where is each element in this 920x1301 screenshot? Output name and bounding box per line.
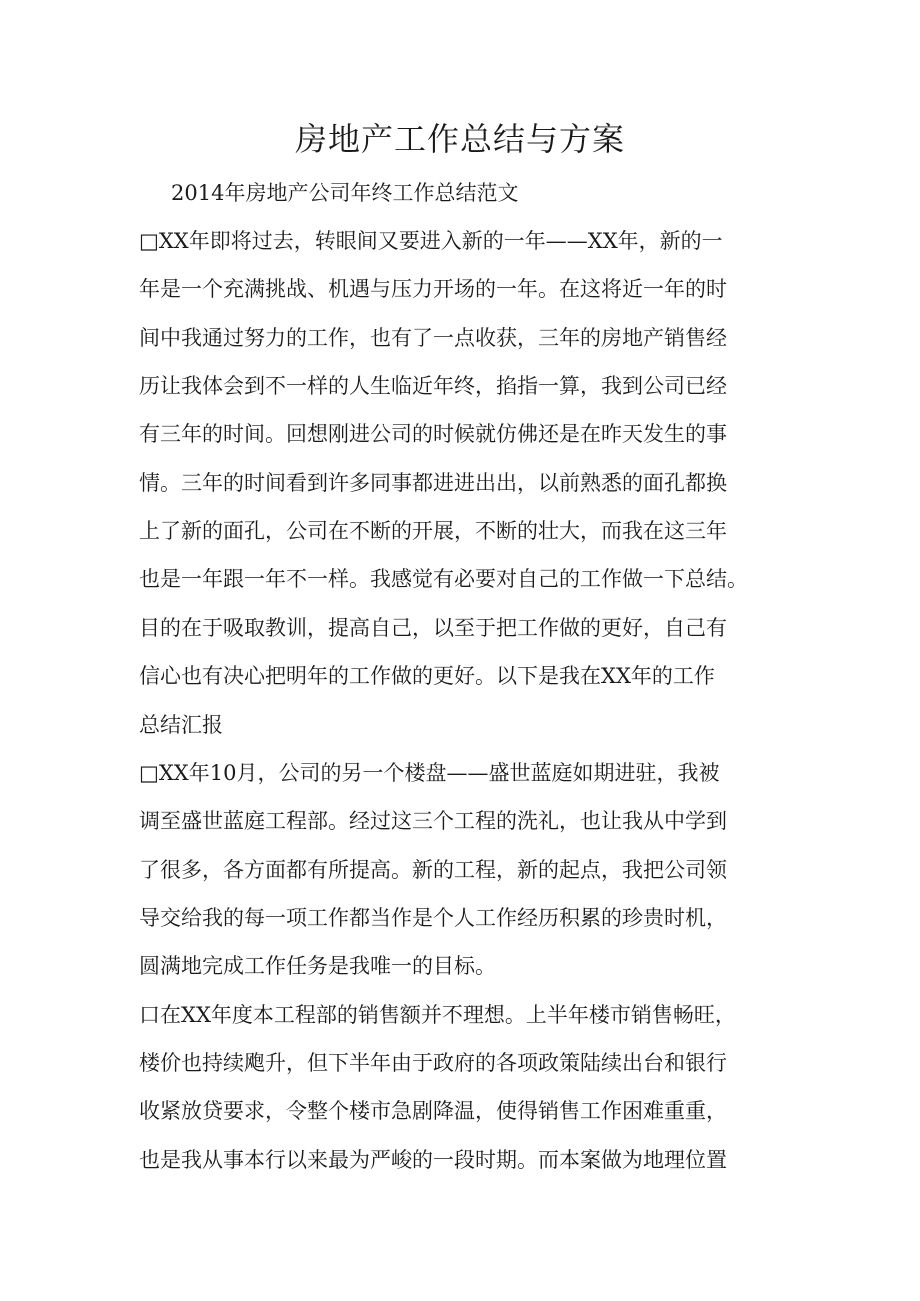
body-text-line: 有三年的时间。回想刚进公司的时候就仿佛还是在昨天发生的事	[139, 422, 727, 447]
body-text-line: □XX年即将过去，转眼间又要进入新的一年——XX年，新的一	[139, 229, 723, 253]
body-text-line: 信心也有决心把明年的工作做的更好。以下是我在XX年的工作	[139, 664, 715, 689]
body-text-line: 情。三年的时间看到许多同事都进进出出，以前熟悉的面孔都换	[139, 470, 727, 495]
body-text-line: 上了新的面孔，公司在不断的开展，不断的壮大，而我在这三年	[139, 519, 727, 544]
body-text-line: 目的在于吸取教训，提高自己，以至于把工作做的更好，自己有	[139, 615, 727, 640]
body-text-line: 口在XX年度本工程部的销售额并不理想。上半年楼市销售畅旺，	[139, 1002, 736, 1027]
body-text-line: □XX年10月，公司的另一个楼盘——盛世蓝庭如期进驻，我被	[139, 760, 720, 785]
body-text-line: 间中我通过努力的工作，也有了一点收获，三年的房地产销售经	[139, 325, 727, 350]
body-text-line: 调至盛世蓝庭工程部。经过这三个工程的洗礼，也让我从中学到	[139, 809, 727, 834]
body-text-line: 总结汇报	[139, 712, 223, 737]
body-text-line: 历让我体会到不一样的人生临近年终，掐指一算，我到公司已经	[139, 374, 727, 399]
body-text-line: 也是我从事本行以来最为严峻的一段时期。而本案做为地理位置	[139, 1147, 727, 1172]
body-text-line: 收紧放贷要求，令整个楼市急剧降温，使得销售工作困难重重，	[139, 1099, 727, 1124]
body-text-line: 楼价也持续飑升，但下半年由于政府的各项政策陆续出台和银行	[139, 1050, 727, 1075]
body-text-line: 了很多，各方面都有所提高。新的工程，新的起点，我把公司领	[139, 857, 727, 882]
body-text-line: 导交给我的每一项工作都当作是个人工作经历积累的珍贵时机，	[139, 905, 727, 930]
body-text-line: 也是一年跟一年不一样。我感觉有必要对自己的工作做一下总结。	[139, 567, 748, 592]
document-title: 房地产工作总结与方案	[294, 120, 625, 158]
body-text-line: 圆满地完成工作任务是我唯一的目标。	[139, 954, 496, 979]
body-text-line: 年是一个充满挑战、机遇与压力开场的一年。在这将近一年的时	[139, 277, 727, 302]
document-subtitle: 2014年房地产公司年终工作总结范文	[171, 181, 519, 205]
